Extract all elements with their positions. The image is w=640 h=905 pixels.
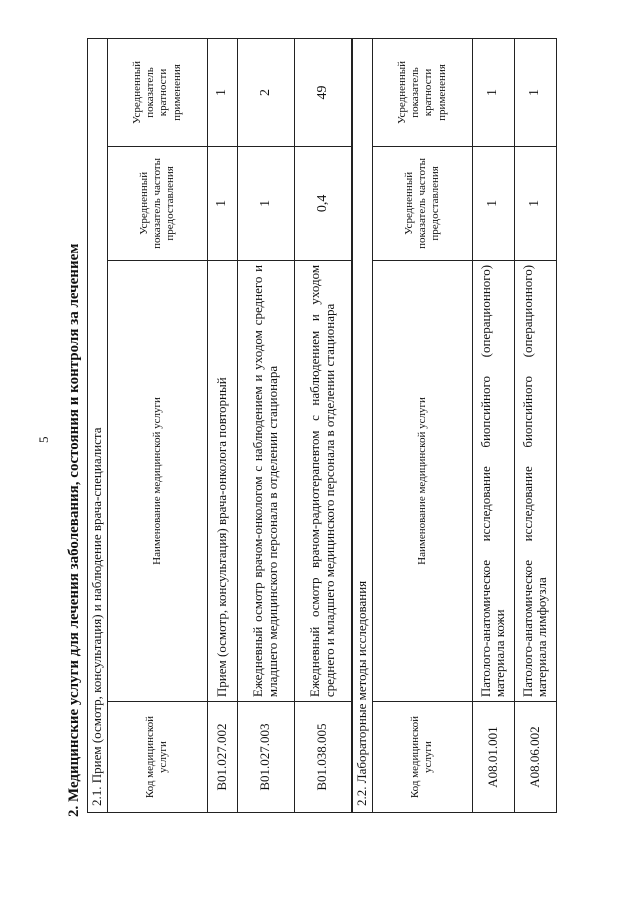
- header-code: Код медицинской услуги: [372, 702, 472, 813]
- table-caption: 2.2. Лабораторные методы исследования: [353, 39, 373, 813]
- table-caption: 2.1. Прием (осмотр, консультация) и наблюдение врача-специалиста: [88, 39, 108, 813]
- row-frequency: 1: [237, 146, 294, 260]
- row-name: Патолого-анатомическое исследование биопсийного (операционного) материала кожи: [472, 260, 514, 701]
- row-frequency: 1: [472, 146, 514, 260]
- row-multiplicity: 2: [237, 39, 294, 147]
- table-consultations: [87, 38, 352, 813]
- row-code: A08.01.001: [472, 702, 514, 813]
- header-name: Наименование медицинской услуги: [107, 260, 207, 701]
- row-code: A08.06.002: [514, 702, 556, 813]
- row-name: Патолого-анатомическое исследование биопсийного (операционного) материала лимфоузла: [514, 260, 556, 701]
- header-multiplicity: Усредненный показатель кратности применения: [107, 39, 207, 147]
- row-multiplicity: 1: [472, 39, 514, 147]
- row-name: Ежедневный осмотр врачом-радиотерапевтом с наблюдением и уходом среднего и младшего медицинского персонала в отделении стационара: [294, 260, 351, 701]
- section-heading: 2. Медицинские услуги для лечения заболевания, состояния и контроля за лечением: [66, 243, 82, 817]
- table-row: [294, 39, 351, 813]
- page-number: 5: [36, 436, 51, 443]
- row-name: Ежедневный осмотр врачом-онкологом с наблюдением и уходом среднего и младшего медицинского персонала в отделении стационара: [237, 260, 294, 701]
- table-row: [472, 39, 514, 813]
- header-code: Код медицинской услуги: [107, 702, 207, 813]
- table-lab-methods: [352, 38, 557, 813]
- row-frequency: 1: [207, 146, 237, 260]
- row-code: B01.038.005: [294, 702, 351, 813]
- row-multiplicity: 1: [514, 39, 556, 147]
- row-multiplicity: 49: [294, 39, 351, 147]
- row-code: B01.027.003: [237, 702, 294, 813]
- row-name: Прием (осмотр, консультация) врача-онколога повторный: [207, 260, 237, 701]
- row-frequency: 0,4: [294, 146, 351, 260]
- row-code: B01.027.002: [207, 702, 237, 813]
- table-row: [514, 39, 556, 813]
- row-frequency: 1: [514, 146, 556, 260]
- row-multiplicity: 1: [207, 39, 237, 147]
- header-multiplicity: Усредненный показатель кратности применения: [372, 39, 472, 147]
- table-row: [207, 39, 237, 813]
- table-row: [237, 39, 294, 813]
- header-frequency: Усредненный показатель частоты предоставления: [372, 146, 472, 260]
- header-name: Наименование медицинской услуги: [372, 260, 472, 701]
- header-frequency: Усредненный показатель частоты предоставления: [107, 146, 207, 260]
